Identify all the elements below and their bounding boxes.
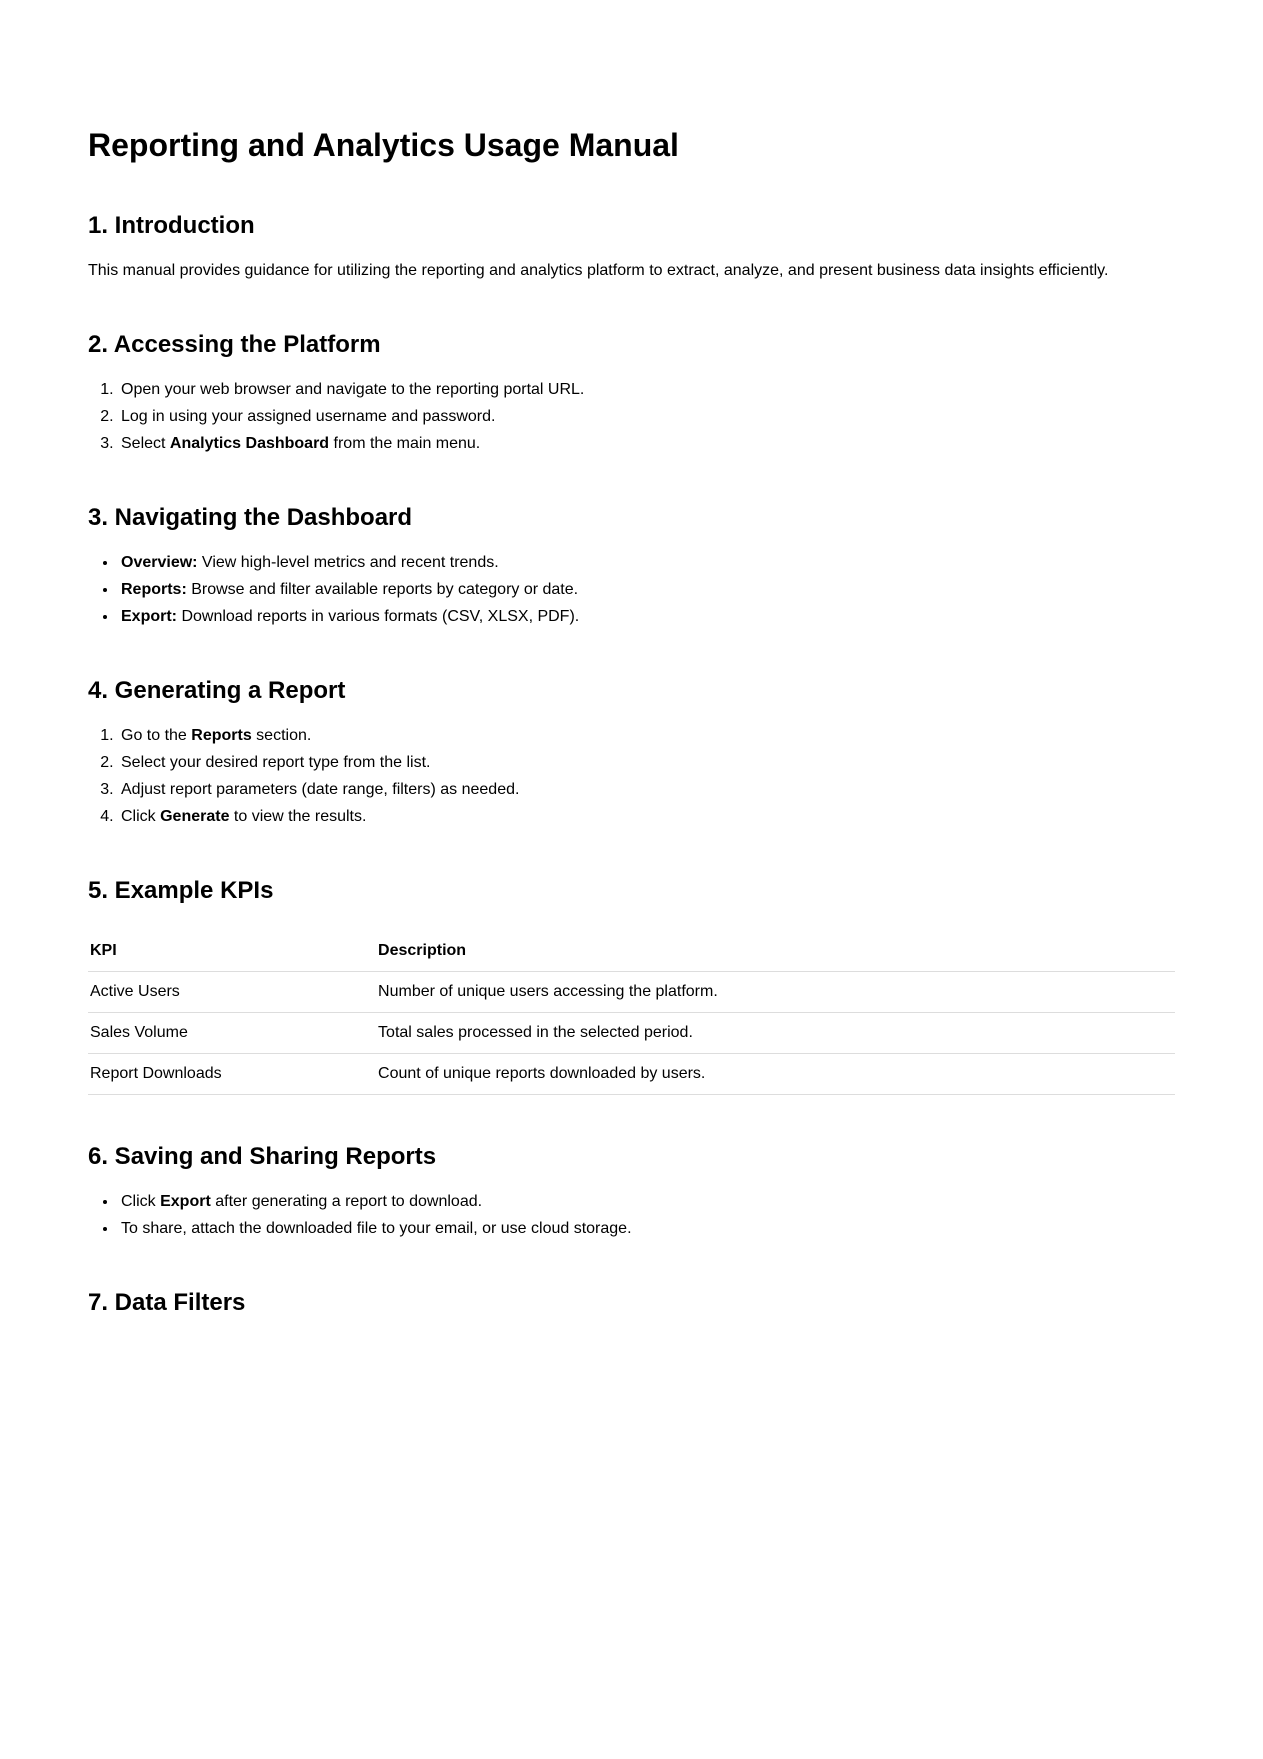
table-cell-kpi: Active Users: [88, 972, 376, 1013]
section-heading-accessing-the-platform: 2. Accessing the Platform: [88, 331, 381, 359]
list-item-text: section.: [251, 726, 312, 744]
list-item: [118, 432, 1175, 456]
list-item: [118, 751, 1175, 775]
list-item-text: Select your desired report type from the list.: [121, 753, 431, 771]
table-cell-description: Total sales processed in the selected period.: [376, 1013, 1175, 1054]
accessing-platform-steps: [88, 378, 1175, 456]
list-item-bold: Generate: [160, 807, 230, 825]
table-header-row: [88, 931, 1175, 972]
dashboard-navigation-list: [88, 551, 1175, 629]
list-item: [118, 605, 1175, 629]
table-row: [88, 972, 1175, 1013]
list-item: [118, 578, 1175, 602]
list-item-text: Click: [121, 1193, 161, 1211]
report-generation-steps: [88, 724, 1175, 829]
list-item-bold: Export:: [121, 607, 177, 625]
list-item-text: To share, attach the downloaded file to your email, or use cloud storage.: [121, 1220, 632, 1238]
table-header-kpi: KPI: [88, 931, 376, 972]
list-item-text: Browse and filter available reports by category or date.: [186, 580, 579, 598]
table-cell-description: Number of unique users accessing the platform.: [376, 972, 1175, 1013]
list-item-bold: Overview:: [121, 553, 198, 571]
list-item-text: after generating a report to download.: [210, 1193, 483, 1211]
list-item: [118, 805, 1175, 829]
kpi-table: [88, 931, 1175, 1095]
document-title: Reporting and Analytics Usage Manual: [88, 127, 679, 163]
section-heading-saving-and-sharing-reports: 6. Saving and Sharing Reports: [88, 1143, 437, 1171]
list-item-text: Select: [121, 434, 170, 452]
list-item-text: to view the results.: [229, 807, 367, 825]
list-item-text: Adjust report parameters (date range, filters) as needed.: [121, 780, 520, 798]
section-heading-generating-a-report: 4. Generating a Report: [88, 676, 346, 704]
table-row: [88, 1054, 1175, 1095]
list-item-text: View high-level metrics and recent trends.: [197, 553, 499, 571]
list-item: [118, 551, 1175, 575]
list-item-text: Go to the: [121, 726, 192, 744]
list-item-text: Log in using your assigned username and password.: [121, 407, 496, 425]
section-heading-introduction: 1. Introduction: [88, 212, 255, 240]
list-item: [118, 724, 1175, 748]
introduction-paragraph: This manual provides guidance for utilizing the reporting and analytics platform to extract, analyze, and present business data insights efficiently.: [88, 262, 1109, 280]
list-item: [118, 1190, 1175, 1214]
list-item: [118, 1217, 1175, 1241]
table-cell-description: Count of unique reports downloaded by users.: [376, 1054, 1175, 1095]
list-item-bold: Reports:: [121, 580, 187, 598]
list-item-text: Download reports in various formats (CSV, XLSX, PDF).: [177, 607, 580, 625]
table-cell-kpi: Sales Volume: [88, 1013, 376, 1054]
list-item: [118, 405, 1175, 429]
section-heading-example-kpis: 5. Example KPIs: [88, 876, 274, 904]
section-heading-navigating-the-dashboard: 3. Navigating the Dashboard: [88, 503, 413, 531]
list-item: [118, 378, 1175, 402]
list-item-text: Open your web browser and navigate to the reporting portal URL.: [121, 380, 585, 398]
list-item-bold: Analytics Dashboard: [169, 434, 330, 452]
list-item-bold: Reports: [191, 726, 252, 744]
list-item-bold: Export: [160, 1193, 211, 1211]
table-row: [88, 1013, 1175, 1054]
section-heading-data-filters: 7. Data Filters: [88, 1289, 246, 1317]
list-item: [118, 778, 1175, 802]
list-item-text: Click: [121, 807, 161, 825]
table-cell-kpi: Report Downloads: [88, 1054, 376, 1095]
list-item-text: from the main menu.: [329, 434, 481, 452]
saving-sharing-list: [88, 1190, 1175, 1241]
table-header-description: Description: [376, 931, 1175, 972]
